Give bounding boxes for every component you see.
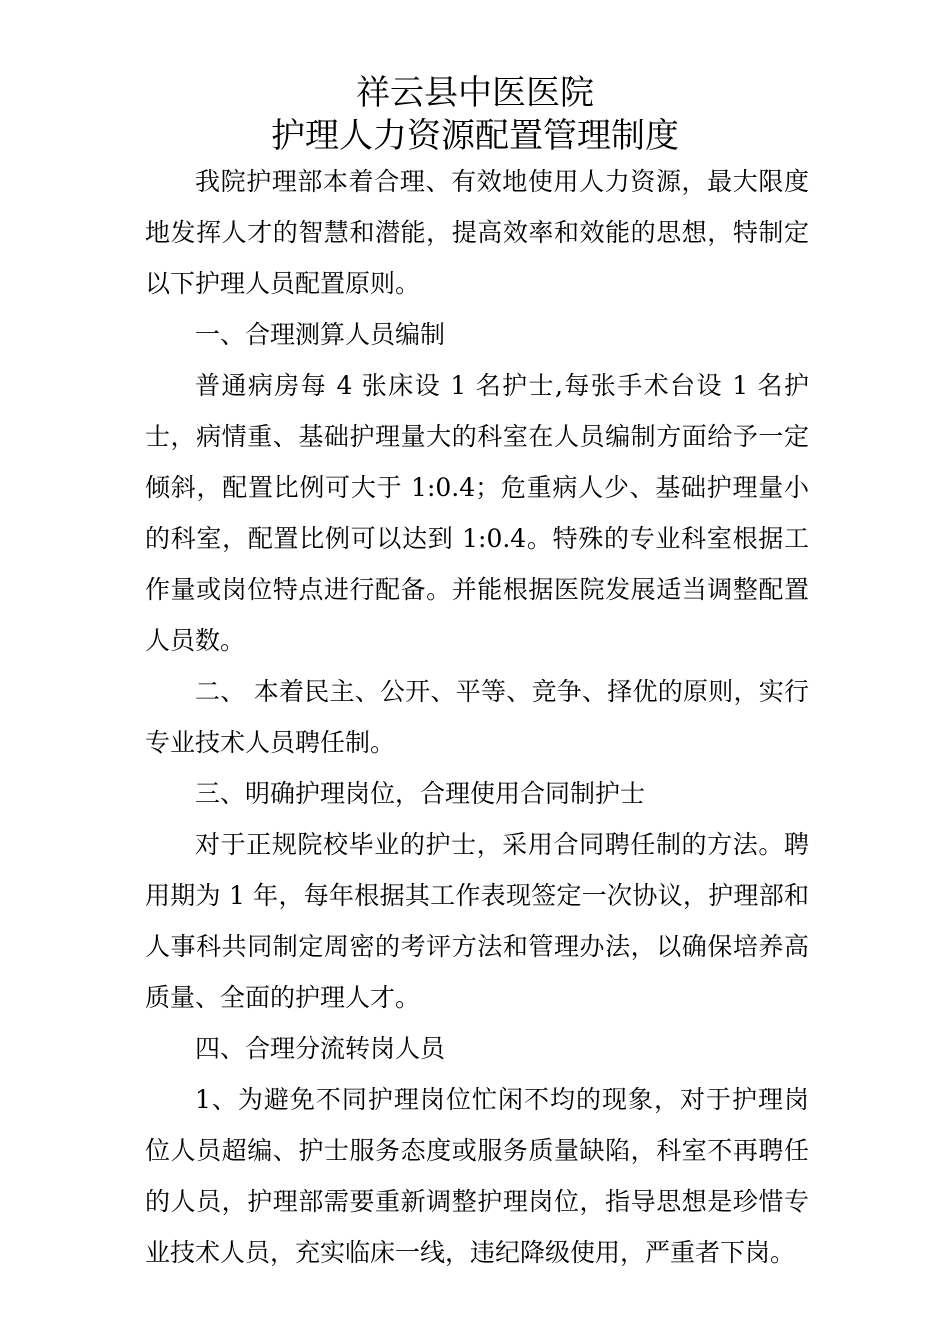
document-body — [145, 156, 809, 1278]
hospital-name-title: 祥云县中医医院 — [356, 73, 594, 113]
section-2-paragraph: 二、 本着民主、公开、平等、竞争、择优的原则，实行专业技术人员聘任制。 — [145, 677, 809, 757]
section-heading-4: 四、合理分流转岗人员 — [195, 1034, 446, 1063]
section-1-paragraph: 普通病房每 4 张床设 1 名护士,每张手术台设 1 名护士，病情重、基础护理量大的科室在人员编制方面给予一定倾斜，配置比例可大于 1:0.4；危重病人少、基础护理量小的科室，配置比例可以达到 1:0.4。特殊的专业科室根据工作量或岗位特点进行配备。并能根据医院发展适当调整配置人员数。 — [145, 371, 809, 655]
section-3-paragraph: 对于正规院校毕业的护士，采用合同聘任制的方法。聘用期为 1 年，每年根据其工作表现签定一次协议，护理部和人事科共同制定周密的考评方法和管理办法，以确保培养高质量、全面的护理人才。 — [145, 830, 809, 1012]
section-heading-3: 三、明确护理岗位，合理使用合同制护士 — [195, 779, 646, 808]
section-heading-1: 一、合理测算人员编制 — [195, 320, 446, 349]
policy-title: 护理人力资源配置管理制度 — [271, 116, 679, 156]
section-4-item-1: 1、为避免不同护理岗位忙闲不均的现象，对于护理岗位人员超编、护士服务态度或服务质量缺陷，科室不再聘任的人员，护理部需要重新调整护理岗位，指导思想是珍惜专业技术人员，充实临床一线，违纪降级使用，严重者下岗。 — [145, 1085, 809, 1267]
intro-paragraph: 我院护理部本着合理、有效地使用人力资源，最大限度地发挥人才的智慧和潜能，提高效率和效能的思想，特制定以下护理人员配置原则。 — [145, 167, 809, 298]
